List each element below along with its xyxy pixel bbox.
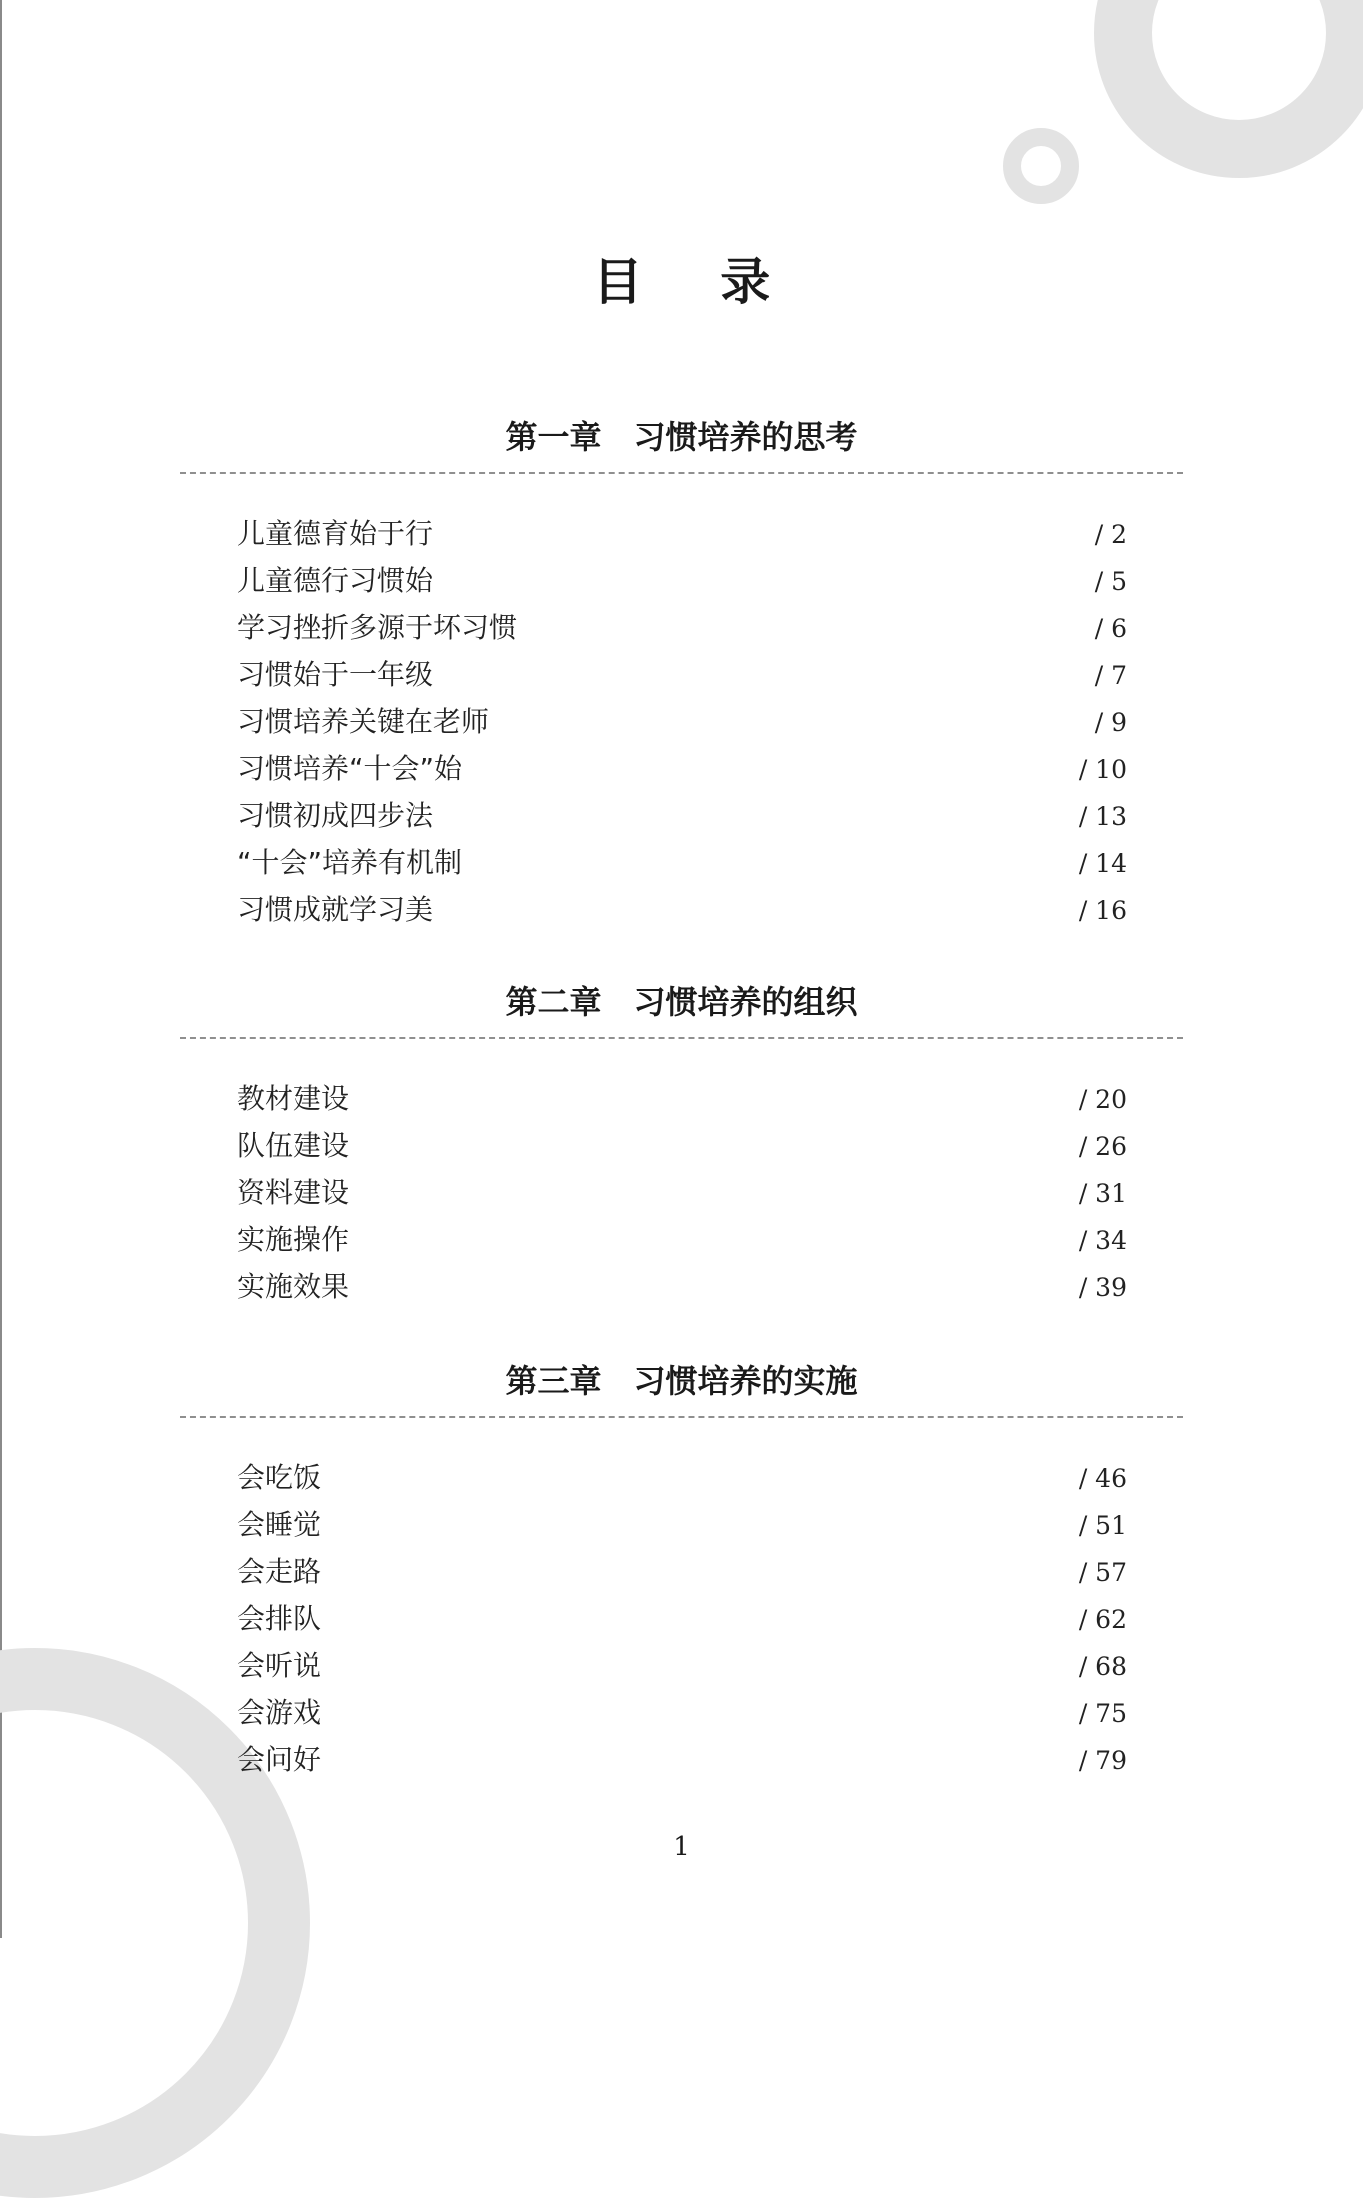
toc-entry-page: / 51 (1078, 1511, 1127, 1540)
toc-entry-page: / 39 (1078, 1273, 1127, 1302)
toc-entry[interactable] (237, 1595, 1127, 1642)
toc-entry-page: / 14 (1078, 849, 1127, 878)
chapter-heading: 第二章 习惯培养的组织 (505, 983, 858, 1021)
toc-entry[interactable] (237, 604, 1127, 651)
toc-entry-page: / 68 (1078, 1652, 1127, 1681)
toc-entry[interactable] (237, 510, 1127, 557)
toc-entry[interactable] (237, 1075, 1127, 1122)
chapter-3 (180, 1358, 1183, 1783)
toc-entry-title: 实施效果 (237, 1270, 350, 1303)
decorative-ring-top-right (1094, 0, 1363, 178)
toc-entry-title: 习惯始于一年级 (237, 658, 434, 691)
toc-entry[interactable] (237, 1501, 1127, 1548)
toc-entry-title: 实施操作 (237, 1223, 350, 1256)
toc-entry-title: 儿童德行习惯始 (237, 564, 434, 597)
chapter-1 (180, 414, 1183, 933)
toc-entry-page: / 9 (1094, 708, 1127, 737)
toc-entry-page: / 6 (1094, 614, 1127, 643)
toc-entry-page: / 26 (1078, 1132, 1127, 1161)
toc-entry[interactable] (237, 1169, 1127, 1216)
chapter-2 (180, 979, 1183, 1310)
dashed-divider (180, 1416, 1183, 1418)
toc-entry-page: / 20 (1078, 1085, 1127, 1114)
toc-entry[interactable] (237, 1454, 1127, 1501)
toc-entry-page: / 57 (1078, 1558, 1127, 1587)
toc-entry-list (180, 510, 1183, 933)
toc-entry[interactable] (237, 651, 1127, 698)
toc-entry-title: 习惯初成四步法 (237, 799, 434, 832)
toc-title: 目 录 (592, 252, 801, 311)
chapter-heading: 第一章 习惯培养的思考 (505, 418, 858, 456)
toc-entry[interactable] (237, 1736, 1127, 1783)
toc-entry-page: / 62 (1078, 1605, 1127, 1634)
toc-entry-title: 会走路 (237, 1555, 322, 1588)
decorative-ring-small (1003, 128, 1079, 204)
toc-entry-title: 教材建设 (237, 1082, 350, 1115)
toc-entry[interactable] (237, 1689, 1127, 1736)
toc-entry[interactable] (237, 886, 1127, 933)
toc-entry-page: / 7 (1094, 661, 1127, 690)
dashed-divider (180, 1037, 1183, 1039)
toc-entry[interactable] (237, 839, 1127, 886)
toc-entry-page: / 16 (1078, 896, 1127, 925)
toc-entry-page: / 10 (1078, 755, 1127, 784)
toc-entry[interactable] (237, 1642, 1127, 1689)
toc-entry-page: / 79 (1078, 1746, 1127, 1775)
toc-entry-page: / 31 (1078, 1179, 1127, 1208)
toc-entry-page: / 75 (1078, 1699, 1127, 1728)
toc-entry-list (180, 1075, 1183, 1310)
toc-entry-page: / 2 (1094, 520, 1127, 549)
toc-entry[interactable] (237, 557, 1127, 604)
toc-entry[interactable] (237, 792, 1127, 839)
toc-entry-title: 习惯培养“十会”始 (237, 752, 463, 785)
toc-entry-title: 儿童德育始于行 (237, 517, 434, 550)
toc-entry-title: 队伍建设 (237, 1129, 350, 1162)
toc-entry-title: 会游戏 (237, 1696, 322, 1729)
toc-entry-title: “十会”培养有机制 (237, 846, 463, 879)
toc-entry-page: / 46 (1078, 1464, 1127, 1493)
toc-entry-title: 会吃饭 (237, 1461, 322, 1494)
toc-entry-title: 学习挫折多源于坏习惯 (237, 611, 518, 644)
toc-entry-title: 会排队 (237, 1602, 322, 1635)
toc-entry-page: / 34 (1078, 1226, 1127, 1255)
toc-entry[interactable] (237, 1263, 1127, 1310)
page-number: 1 (673, 1832, 690, 1862)
toc-entry-title: 会问好 (237, 1743, 322, 1776)
toc-entry[interactable] (237, 698, 1127, 745)
toc-entry-title: 习惯成就学习美 (237, 893, 434, 926)
toc-entry[interactable] (237, 1548, 1127, 1595)
toc-entry-title: 习惯培养关键在老师 (237, 705, 490, 738)
toc-entry[interactable] (237, 1216, 1127, 1263)
dashed-divider (180, 472, 1183, 474)
toc-entry-title: 会睡觉 (237, 1508, 322, 1541)
toc-entry-page: / 13 (1078, 802, 1127, 831)
toc-entry-page: / 5 (1094, 567, 1127, 596)
chapter-heading: 第三章 习惯培养的实施 (505, 1362, 858, 1400)
toc-entry[interactable] (237, 745, 1127, 792)
toc-entry[interactable] (237, 1122, 1127, 1169)
toc-entry-list (180, 1454, 1183, 1783)
toc-entry-title: 资料建设 (237, 1176, 350, 1209)
toc-entry-title: 会听说 (237, 1649, 322, 1682)
